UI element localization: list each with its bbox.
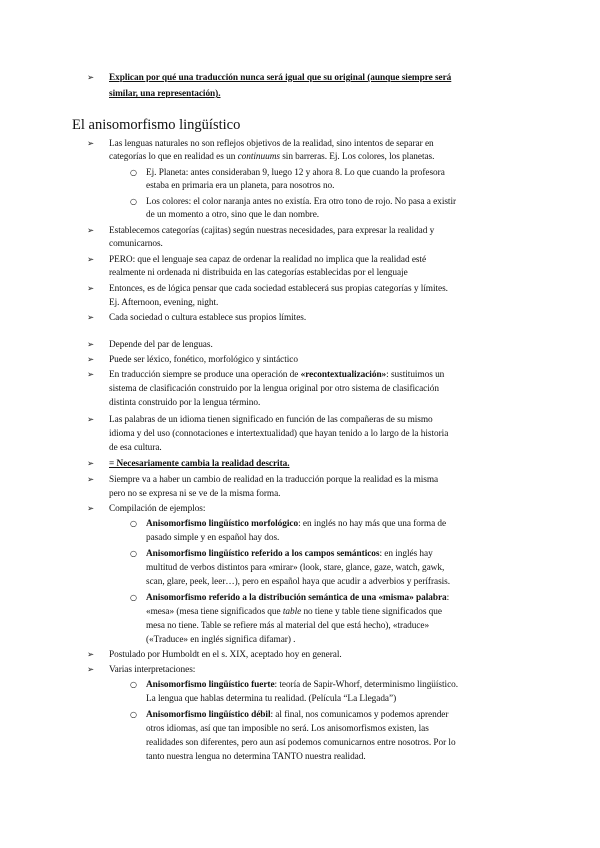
list-item-text: Siempre va a haber un cambio de realidad en la traducción porque la realidad es la misma [109,475,439,485]
arrow-bullet-icon: ➢ [87,139,95,149]
sub-item-text: pasado simple y en español hay dos. [146,533,280,543]
sub-item-text: scan, glare, peek, leer…), pero en español haya que acudir a adverbios y perífrasis. [146,577,451,587]
arrow-bullet-icon: ➢ [87,73,95,83]
list-item-text: PERO: que el lenguaje sea capaz de ordenar la realidad no implica que la realidad esté [109,255,427,265]
arrow-bullet-icon: ➢ [87,370,95,380]
sub-item-text: («Traduce» en inglés significa difamar) . [146,635,296,645]
header-item-line: Explican por qué una traducción nunca será igual que su original (aunque siempre será [109,73,452,83]
sub-item-text: La lengua que hablas determina tu realidad. (Película “La Llegada”) [146,694,397,704]
list-item-text: Postulado por Humboldt en el s. XIX, aceptado hoy en general. [109,650,342,660]
list-item-text: comunicarnos. [109,239,163,249]
list-item-text: Las lenguas naturales no son reflejos objetivos de la realidad, sino intentos de separar en [109,139,434,149]
sub-item-text: mesa no tiene. Table se refiere más al material del que está hecho), «traduce» [146,621,430,631]
arrow-bullet-icon: ➢ [87,415,95,425]
list-item-text: categorías lo que en realidad es un continuums sin barreras. Ej. Los colores, los planetas. [109,152,435,162]
sub-item-text: estaba en primaria era un planeta, para nosotros no. [146,181,335,191]
list-item-text: Las palabras de un idioma tienen significado en función de las compañeras de su mismo [109,415,433,425]
circle-bullet-icon: ○ [130,593,137,602]
arrow-bullet-icon: ➢ [87,665,95,675]
list-item-text: realmente ni ordenada ni distribuida en las categorías establecidas por el lenguaje [109,268,408,278]
list-item-text: distinta construido por la lengua término. [109,398,261,408]
sub-item-text: Anisomorfismo lingüístico fuerte: teoría de Sapir-Whorf, determinismo lingüístico. [146,680,459,690]
sub-item-text: tanto nuestra lengua no determina TANTO nuestra realidad. [146,752,366,762]
arrow-bullet-icon: ➢ [87,650,95,660]
sub-item-text: Anisomorfismo lingüístico débil: al final, nos comunicamos y podemos aprender [146,710,449,720]
arrow-bullet-icon: ➢ [87,504,95,514]
header-item-line: similar, una representación). [109,89,221,99]
arrow-bullet-icon: ➢ [87,226,95,236]
list-item-text: Depende del par de lenguas. [109,340,213,350]
list-item-text: Establecemos categorías (cajitas) según nuestras necesidades, para expresar la realidad y [109,226,435,236]
sub-item-text: Anisomorfismo referido a la distribución semántica de una «misma» palabra: [146,593,450,603]
sub-item-text: realidades son diferentes, pero aun así podemos comunicarnos entre nosotros. Por lo [146,738,456,748]
list-item-text: En traducción siempre se produce una operación de «recontextualización»: sustituimos un [109,370,445,380]
section-title: El anisomorfismo lingüístico [72,117,241,133]
list-item-text: = Necesariamente cambia la realidad descrita. [109,459,290,469]
sub-item-text: otros idiomas, así que tan imposible no será. Los anisomorfismos existen, las [146,724,429,734]
list-item-text: sistema de clasificación construido por la lengua original por otro sistema de clasificación [109,384,439,394]
arrow-bullet-icon: ➢ [87,255,95,265]
sub-item-text: de un momento a otro, sino que le dan nombre. [146,210,320,220]
list-item-text: Entonces, es de lógica pensar que cada sociedad establecerá sus propias categorías y límites. [109,284,448,294]
sub-item-text: «mesa» (mesa tiene significados que table no tiene y table tiene significados que [146,607,442,617]
arrow-bullet-icon: ➢ [87,340,95,350]
list-item-text: Compilación de ejemplos: [109,504,206,514]
list-item-text: idioma y del uso (connotaciones e intertextualidad) que hayan tenido a lo largo de la historia [109,429,449,439]
circle-bullet-icon: ○ [130,680,137,689]
sub-item-text: Anisomorfismo lingüístico referido a los campos semánticos: en inglés hay [146,549,433,559]
sub-item-text: multitud de verbos distintos para «mirar» (look, stare, glance, gaze, watch, gawk, [146,563,445,573]
list-item-text: pero no se expresa ni se ve de la misma forma. [109,489,281,499]
circle-bullet-icon: ○ [130,549,137,558]
arrow-bullet-icon: ➢ [87,313,95,323]
circle-bullet-icon: ○ [130,519,137,528]
circle-bullet-icon: ○ [130,710,137,719]
circle-bullet-icon: ○ [130,168,137,177]
arrow-bullet-icon: ➢ [87,459,95,469]
circle-bullet-icon: ○ [130,197,137,206]
sub-item-text: Ej. Planeta: antes consideraban 9, luego 12 y ahora 8. Lo que cuando la profesora [146,168,445,178]
list-item-text: Ej. Afternoon, evening, night. [109,298,219,308]
sub-item-text: Anisomorfismo lingüístico morfológico: en inglés no hay más que una forma de [146,519,447,529]
arrow-bullet-icon: ➢ [87,284,95,294]
list-item-text: Cada sociedad o cultura establece sus propios límites. [109,313,307,323]
sub-item-text: Los colores: el color naranja antes no existía. Era otro tono de rojo. No pasa a existir [146,197,457,207]
list-item-text: de esa cultura. [109,443,162,453]
arrow-bullet-icon: ➢ [87,475,95,485]
list-item-text: Varias interpretaciones: [109,665,196,675]
list-item-text: Puede ser léxico, fonético, morfológico y sintáctico [109,355,298,365]
arrow-bullet-icon: ➢ [87,355,95,365]
